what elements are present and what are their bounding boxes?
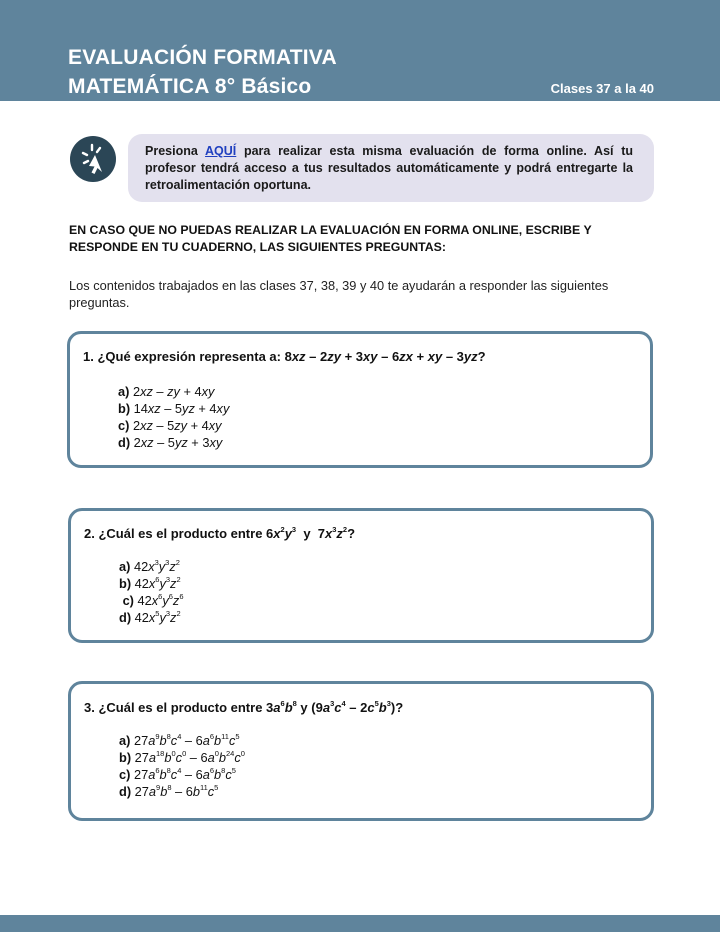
question-3 bbox=[68, 681, 654, 821]
classes-label: Clases 37 a la 40 bbox=[550, 81, 654, 96]
question-title: 1. ¿Qué expresión representa a: 8xz – 2zy + 3xy – 6zx + xy – 3yz? bbox=[83, 349, 486, 364]
question-title: 3. ¿Cuál es el producto entre $3a^6b^8$ y $(9a^3c^4 - 2c^5b^3)$? bbox=[84, 699, 404, 715]
page-header bbox=[0, 0, 720, 101]
online-link[interactable]: AQUÍ bbox=[205, 144, 237, 158]
click-cursor-icon bbox=[70, 136, 116, 182]
online-evaluation-box bbox=[128, 134, 654, 202]
option-a[interactable]: a) $42x^3y^3z^2$ bbox=[119, 558, 180, 574]
offline-notice: EN CASO QUE NO PUEDAS REALIZAR LA EVALUACIÓN EN FORMA ONLINE, ESCRIBE Y RESPONDE EN TU CUADERNO, LAS SIGUIENTES PREGUNTAS: bbox=[69, 223, 592, 254]
option-d[interactable]: d) $42x^5y^3z^2$ bbox=[119, 609, 181, 625]
option-c[interactable]: c) $27a^6b^8c^4 - 6a^6b^8c^5$ bbox=[119, 766, 236, 782]
intro-text: Los contenidos trabajados en las clases 37, 38, 39 y 40 te ayudarán a responder las siguientes preguntas. bbox=[69, 278, 609, 310]
online-instructions bbox=[145, 143, 633, 194]
option-list bbox=[119, 558, 183, 626]
option-d[interactable]: d) 2xz – 5yz + 3xy bbox=[118, 435, 223, 450]
question-1 bbox=[67, 331, 653, 468]
online-text-before: Presiona bbox=[145, 144, 206, 158]
page-title: EVALUACIÓN FORMATIVA bbox=[68, 46, 337, 69]
option-a[interactable]: a) 2xz – zy + 4xy bbox=[118, 384, 215, 399]
option-b[interactable]: b) $27a^{18}b^0c^0 - 6a^0b^{24}c^0$ bbox=[119, 749, 245, 765]
option-c[interactable]: c) $42x^6y^6z^6$ bbox=[122, 592, 184, 608]
question-title: 2. ¿Cuál es el producto entre $6x^2y^3$ y $7x^3z^2$? bbox=[84, 525, 356, 541]
option-b[interactable]: b) $42x^6y^3z^2$ bbox=[119, 575, 181, 591]
option-a[interactable]: a) $27a^9b^8c^4 - 6a^6b^{11}c^5$ bbox=[119, 732, 240, 748]
option-b[interactable]: b) 14xz – 5yz + 4xy bbox=[118, 401, 230, 416]
option-c[interactable]: c) 2xz – 5zy + 4xy bbox=[118, 418, 222, 433]
option-list bbox=[119, 732, 245, 800]
page-footer bbox=[0, 915, 720, 932]
page-subtitle: MATEMÁTICA 8° Básico bbox=[68, 75, 312, 98]
option-d[interactable]: d) $27a^9b^8 - 6b^{11}c^5$ bbox=[119, 783, 219, 799]
online-text-after: para realizar esta misma evaluación de forma online. Así tu profesor tendrá acceso a tus resultados automáticamente y podrá entregarte la retroalimentación oportuna. bbox=[145, 144, 633, 192]
option-list bbox=[118, 383, 229, 451]
question-2 bbox=[68, 508, 654, 643]
